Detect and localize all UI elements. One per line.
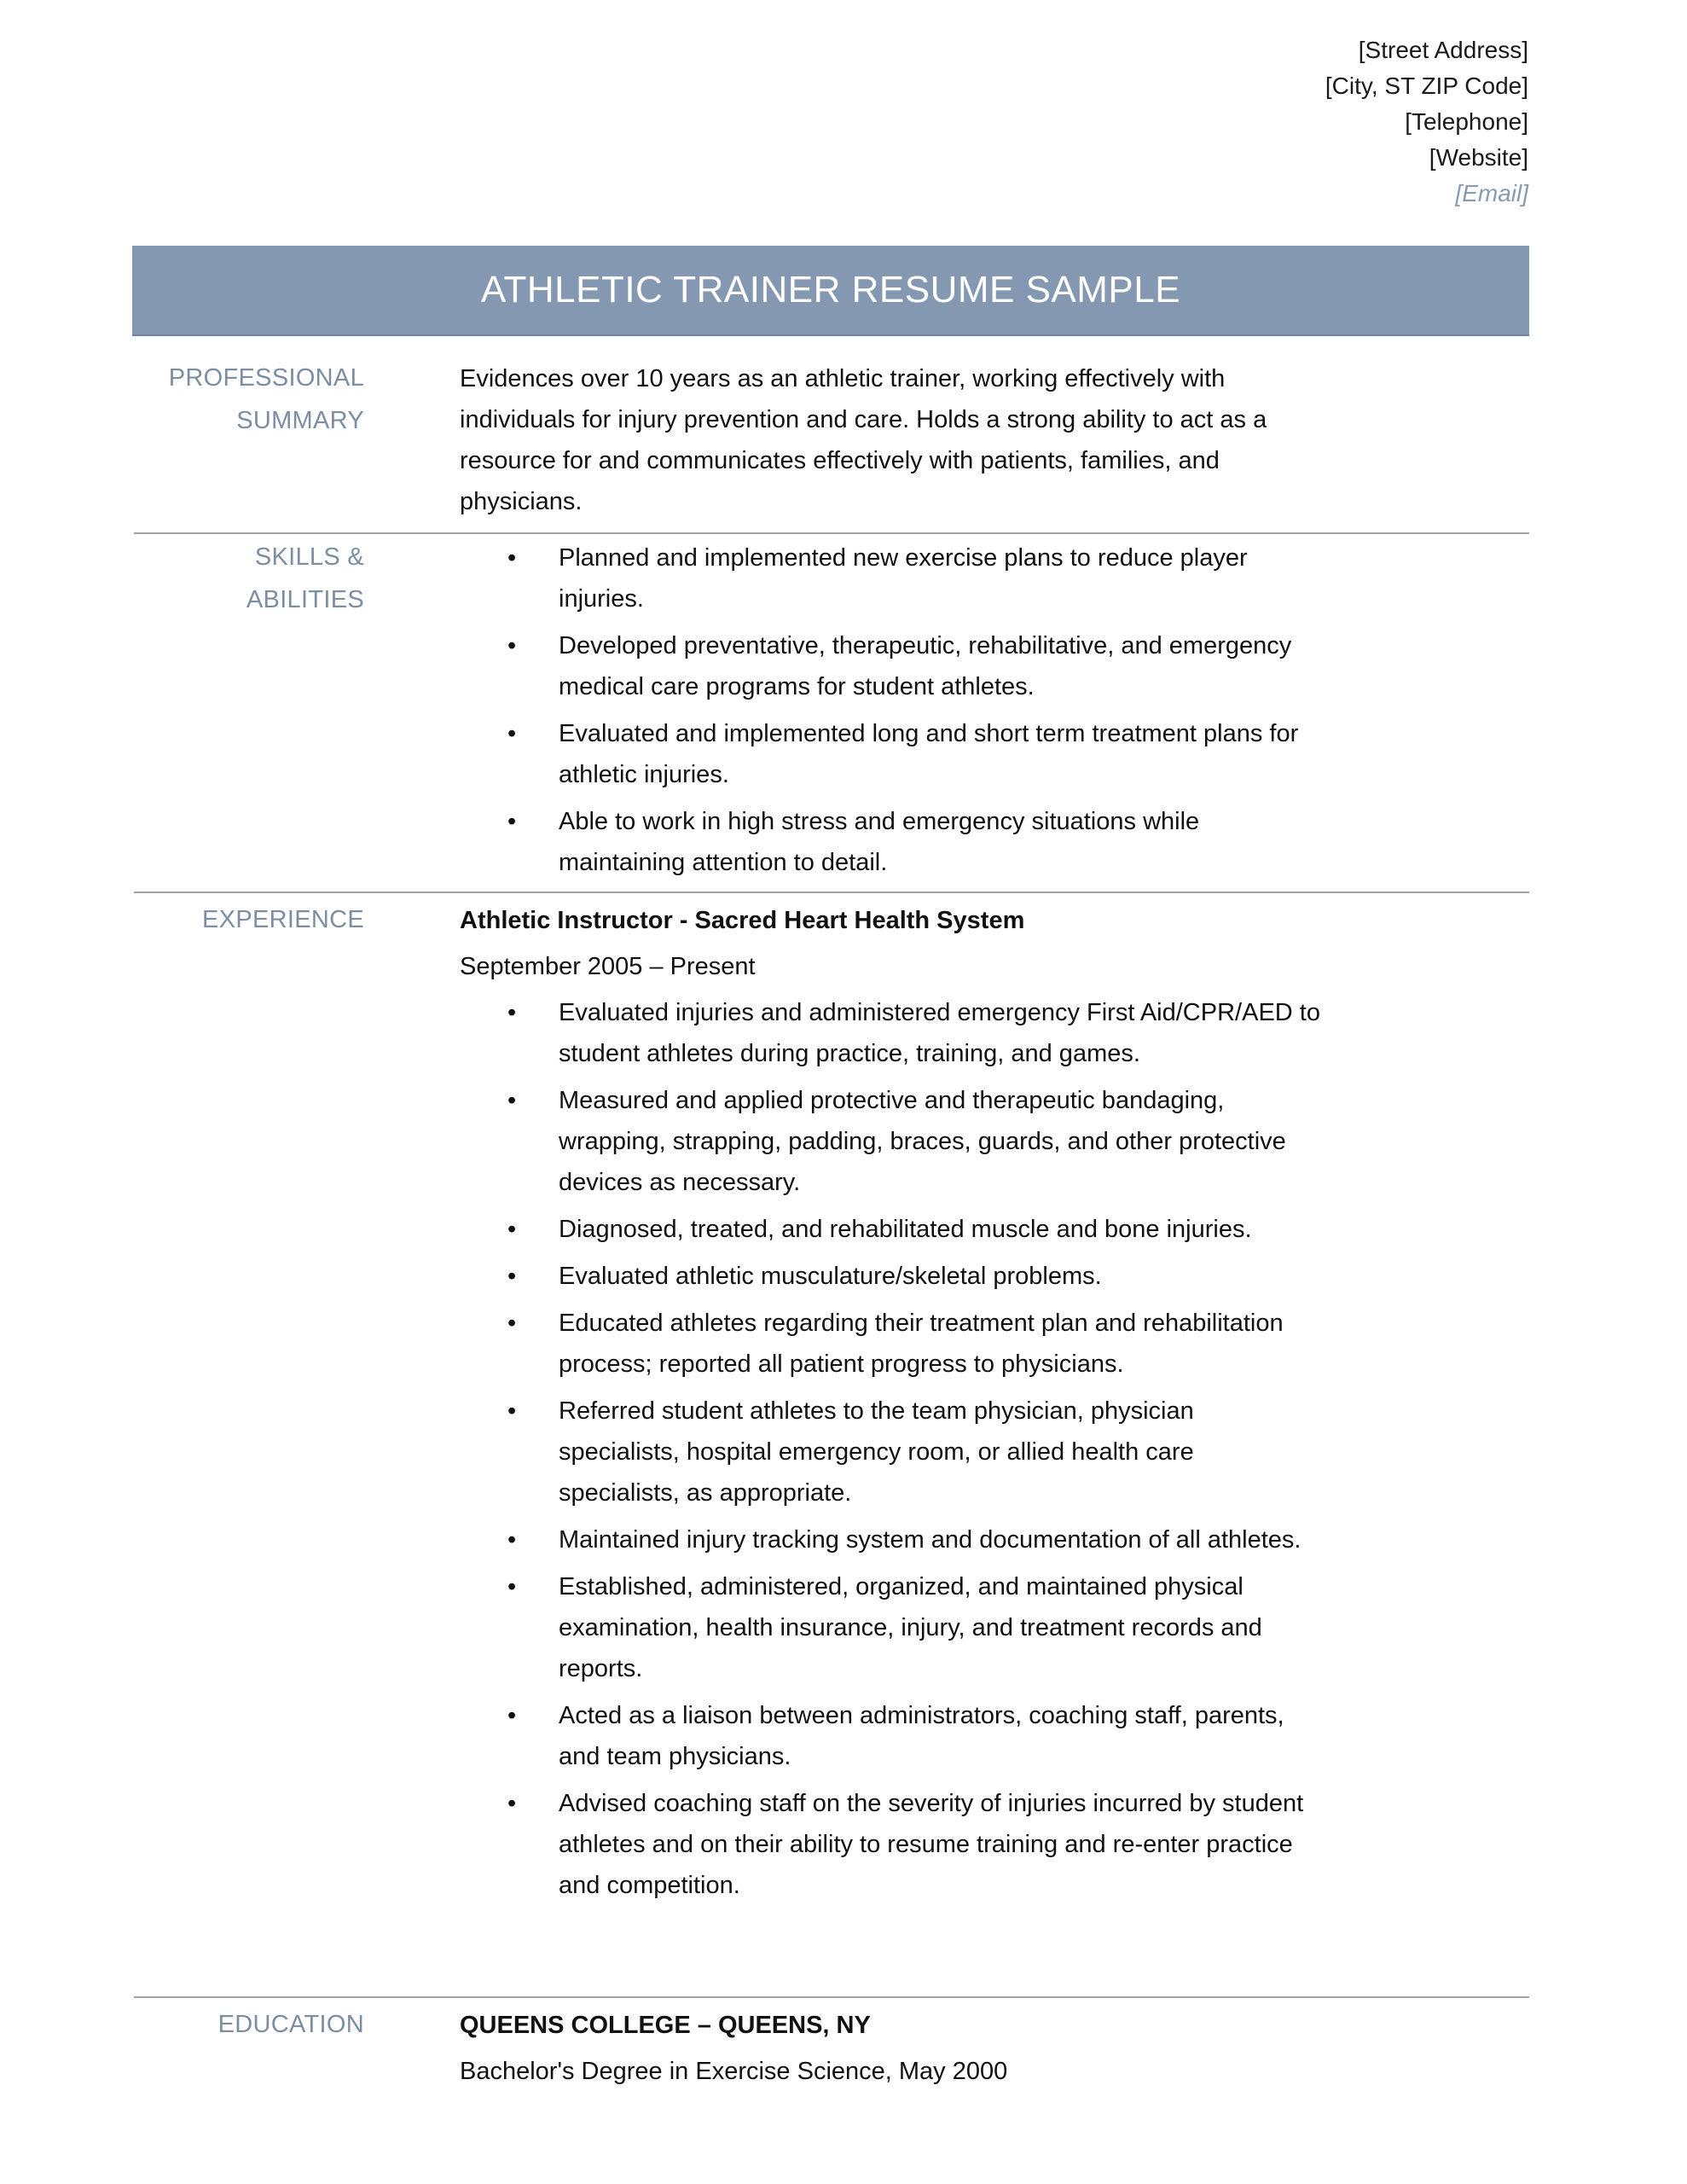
list-item: • Developed preventative, therapeutic, rehabilitative, and emergency medical care programs for student athletes.	[460, 625, 1321, 707]
list-item: • Maintained injury tracking system and documentation of all athletes.	[460, 1519, 1321, 1560]
list-item: • Acted as a liaison between administrators, coaching staff, parents, and team physicians.	[460, 1695, 1321, 1777]
list-item: • Evaluated athletic musculature/skeletal problems.	[460, 1256, 1321, 1297]
contact-telephone: [Telephone]	[1405, 108, 1528, 135]
list-item: • Educated athletes regarding their treatment plan and rehabilitation process; reported all patient progress to physicians.	[460, 1303, 1321, 1385]
list-item: • Advised coaching staff on the severity of injuries incurred by student athletes and on their ability to resume training and re-enter practice and competition.	[460, 1783, 1321, 1906]
title-banner	[132, 246, 1529, 336]
contact-email[interactable]: [Email]	[1455, 180, 1528, 206]
education-degree: Bachelor's Degree in Exercise Science, May 2000	[460, 2058, 1008, 2085]
list-item: • Able to work in high stress and emergency situations while maintaining attention to detail.	[460, 801, 1321, 883]
contact-city: [City, ST ZIP Code]	[1325, 73, 1528, 99]
summary-text: Evidences over 10 years as an athletic trainer, working effectively with individuals for injury prevention and care. Holds a strong ability to act as a resource for and communicates effectively with patients, families, and physicians.	[460, 365, 1267, 515]
experience-section	[134, 892, 1529, 1994]
list-item: • Diagnosed, treated, and rehabilitated muscle and bone injuries.	[460, 1209, 1321, 1250]
list-item: • Referred student athletes to the team physician, physician specialists, hospital emergency room, or allied health care specialists, as appropriate.	[460, 1391, 1321, 1513]
education-section	[134, 1996, 1529, 2126]
skills-label: SKILLS & ABILITIES	[246, 543, 364, 613]
contact-website: [Website]	[1429, 144, 1528, 171]
experience-content	[460, 900, 1321, 1912]
resume-title: ATHLETIC TRAINER RESUME SAMPLE	[480, 269, 1181, 311]
education-label: EDUCATION	[217, 2011, 364, 2038]
summary-section	[134, 357, 1529, 519]
contact-street: [Street Address]	[1358, 37, 1528, 63]
job-title: Athletic Instructor - Sacred Heart Health System	[460, 907, 1025, 934]
skills-list	[460, 537, 1321, 883]
list-item: • Measured and applied protective and therapeutic bandaging, wrapping, strapping, padding, braces, guards, and other protective devices as necessary.	[460, 1080, 1321, 1203]
skills-content	[460, 537, 1321, 889]
contact-block	[1325, 32, 1528, 212]
summary-label-line1: PROFESSIONAL	[168, 364, 364, 392]
summary-label	[134, 357, 364, 442]
list-item: • Established, administered, organized, and maintained physical examination, health insurance, injury, and treatment records and reports.	[460, 1566, 1321, 1689]
job-dates: September 2005 – Present	[460, 953, 756, 980]
education-school: QUEENS COLLEGE – QUEENS, NY	[460, 2012, 871, 2039]
education-content	[460, 2005, 1321, 2092]
experience-list	[460, 992, 1321, 1906]
list-item: • Evaluated and implemented long and short term treatment plans for athletic injuries.	[460, 713, 1321, 795]
list-item: • Evaluated injuries and administered emergency First Aid/CPR/AED to student athletes during practice, training, and games.	[460, 992, 1321, 1074]
experience-label: EXPERIENCE	[202, 906, 364, 933]
skills-section	[134, 532, 1529, 891]
summary-content	[460, 358, 1321, 522]
list-item: • Planned and implemented new exercise plans to reduce player injuries.	[460, 537, 1321, 619]
summary-label-line2: SUMMARY	[236, 407, 364, 434]
